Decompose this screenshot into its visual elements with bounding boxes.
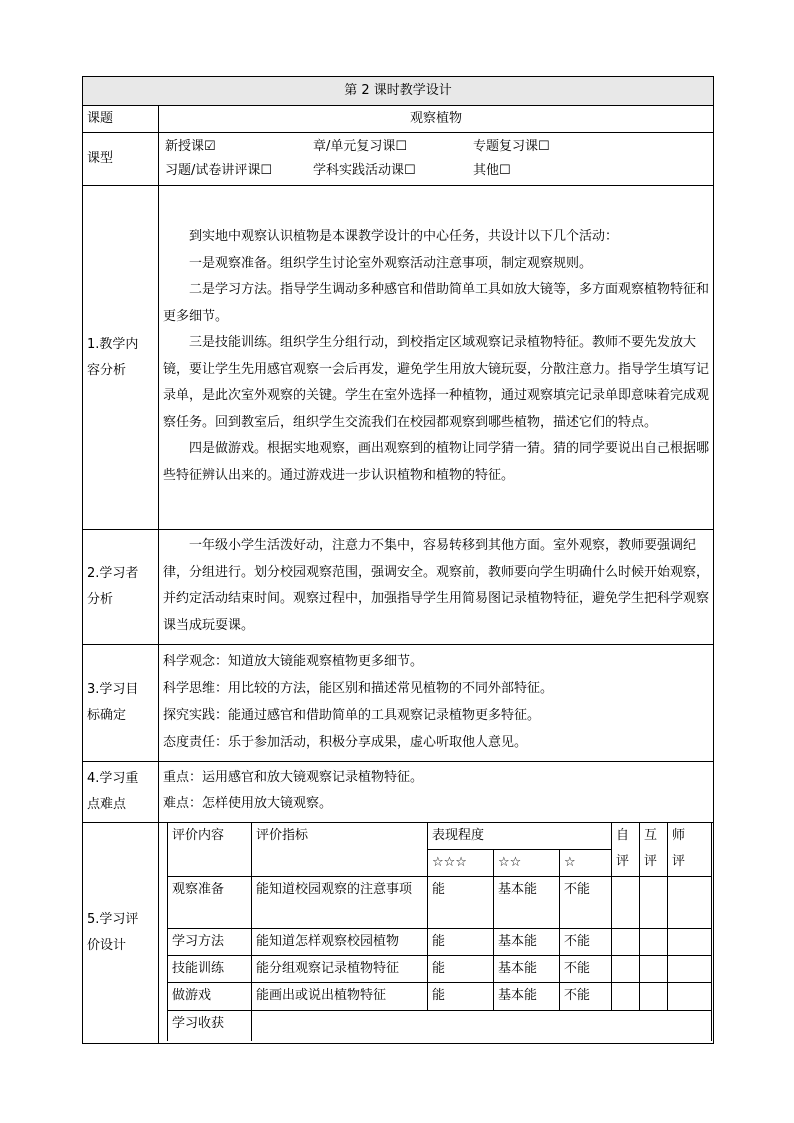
course-type-label: 课型 [83,133,159,186]
learner-analysis-label: 2.学习者 分析 [83,530,159,645]
key-points-body [159,762,714,823]
eval-self-cell [612,956,640,983]
eval-level-3: 能 [428,877,494,929]
content-paragraph: 四是做游戏。根据实地观察，画出观察到的植物让同学猜一猜。猜的同学要说出自己根据哪些特征辨认出来的。通过游戏进一步认识植物和植物的特征。 [163,441,710,483]
eval-self-cell [612,983,640,1011]
objectives-label: 3.学习目 标确定 [83,645,159,762]
header-two-stars: ☆☆ [494,850,560,877]
evaluation-cell [159,823,714,1044]
lesson-design-document [82,76,713,1044]
objectives-body [159,645,714,762]
eval-indicator: 能知道校园观察的注意事项 [252,877,428,929]
eval-level-1: 不能 [560,877,612,929]
eval-level-2: 基本能 [494,877,560,929]
eval-level-1: 不能 [560,983,612,1011]
header-peer: 互 评 [640,823,668,877]
course-type-options [159,133,714,186]
header-one-star: ☆ [560,850,612,877]
eval-peer-cell [640,983,668,1011]
evaluation-label: 5.学习评 价设计 [83,823,159,1044]
evaluation-table [167,823,712,1041]
eval-content: 观察准备 [168,877,252,929]
eval-harvest-label: 学习收获 [168,1011,252,1041]
eval-peer-cell [640,956,668,983]
option-new-lesson: 新授课☑ [165,139,216,154]
learner-analysis-body [159,530,714,645]
eval-level-3: 能 [428,983,494,1011]
eval-teacher-cell [668,983,712,1011]
eval-self-cell [612,877,640,929]
header-self: 自 评 [612,823,640,877]
eval-content: 技能训练 [168,956,252,983]
key-point-item: 难点：怎样使用放大镜观察。 [163,796,333,811]
eval-content: 学习方法 [168,929,252,956]
eval-level-3: 能 [428,956,494,983]
eval-teacher-cell [668,929,712,956]
eval-teacher-cell [668,956,712,983]
header-content: 评价内容 [168,823,252,877]
eval-peer-cell [640,877,668,929]
eval-teacher-cell [668,877,712,929]
objective-item: 科学观念：知道放大镜能观察植物更多细节。 [163,654,424,669]
option-exercise-review: 习题/试卷讲评课☐ [165,163,273,178]
header-teacher: 师 评 [668,823,712,877]
content-paragraph: 一是观察准备。组织学生讨论室外观察活动注意事项，制定观察规则。 [189,255,593,271]
content-paragraph: 三是技能训练。组织学生分组行动，到校指定区域观察记录植物特征。教师不要先发放大镜，要让学生先用感官观察一会后再发，避免学生用放大镜玩耍，分散注意力。指导学生填写记录单，是此次室外观察的关键。学生在室外选择一种植物，通过观察填完记录单即意味着完成观察任务。回到教室后，组织学生交流我们在校园都观察到哪些植物，描述它们的特点。 [163,335,710,430]
objective-item: 科学思维：用比较的方法，能区别和描述常见植物的不同外部特征。 [163,681,554,696]
content-analysis-body [159,186,714,530]
lesson-design-table [82,76,714,1044]
option-other: 其他☐ [473,163,511,178]
header-indicator: 评价指标 [252,823,428,877]
option-topic-review: 专题复习课☐ [473,139,550,154]
header-performance: 表现程度 [428,823,612,850]
learner-analysis-text: 一年级小学生活泼好动，注意力不集中，容易转移到其他方面。室外观察，教师要强调纪律，分组进行。划分校园观察范围，强调安全。观察前，教师要向学生明确什么时候开始观察，并约定活动结束时间。观察过程中，加强指导学生用简易图记录植物特征，避免学生把科学观察课当成玩耍课。 [163,538,710,633]
eval-indicator: 能画出或说出植物特征 [252,983,428,1011]
content-analysis-label: 1.教学内 容分析 [83,186,159,530]
option-practice-activity: 学科实践活动课☐ [313,163,416,178]
eval-level-1: 不能 [560,956,612,983]
objective-item: 探究实践：能通过感官和借助简单的工具观察记录植物更多特征。 [163,708,541,723]
content-paragraph: 二是学习方法。指导学生调动多种感官和借助简单工具如放大镜等，多方面观察植物特征和更多细节。 [163,282,710,324]
eval-level-2: 基本能 [494,956,560,983]
eval-level-3: 能 [428,929,494,956]
option-unit-review: 章/单元复习课☐ [313,139,408,154]
objective-item: 态度责任：乐于参加活动，积极分享成果，虚心听取他人意见。 [163,735,528,750]
header-three-stars: ☆☆☆ [428,850,494,877]
topic-value: 观察植物 [159,106,714,133]
document-title: 第 2 课时教学设计 [83,77,714,106]
key-point-item: 重点：运用感官和放大镜观察记录植物特征。 [163,770,424,785]
eval-level-1: 不能 [560,929,612,956]
eval-indicator: 能分组观察记录植物特征 [252,956,428,983]
eval-indicator: 能知道怎样观察校园植物 [252,929,428,956]
eval-level-2: 基本能 [494,929,560,956]
topic-label: 课题 [83,106,159,133]
eval-self-cell [612,929,640,956]
eval-content: 做游戏 [168,983,252,1011]
eval-harvest-value [252,1011,712,1041]
eval-peer-cell [640,929,668,956]
key-points-label: 4.学习重 点难点 [83,762,159,823]
eval-level-2: 基本能 [494,983,560,1011]
content-paragraph: 到实地中观察认识植物是本课教学设计的中心任务，共设计以下几个活动： [189,229,619,244]
